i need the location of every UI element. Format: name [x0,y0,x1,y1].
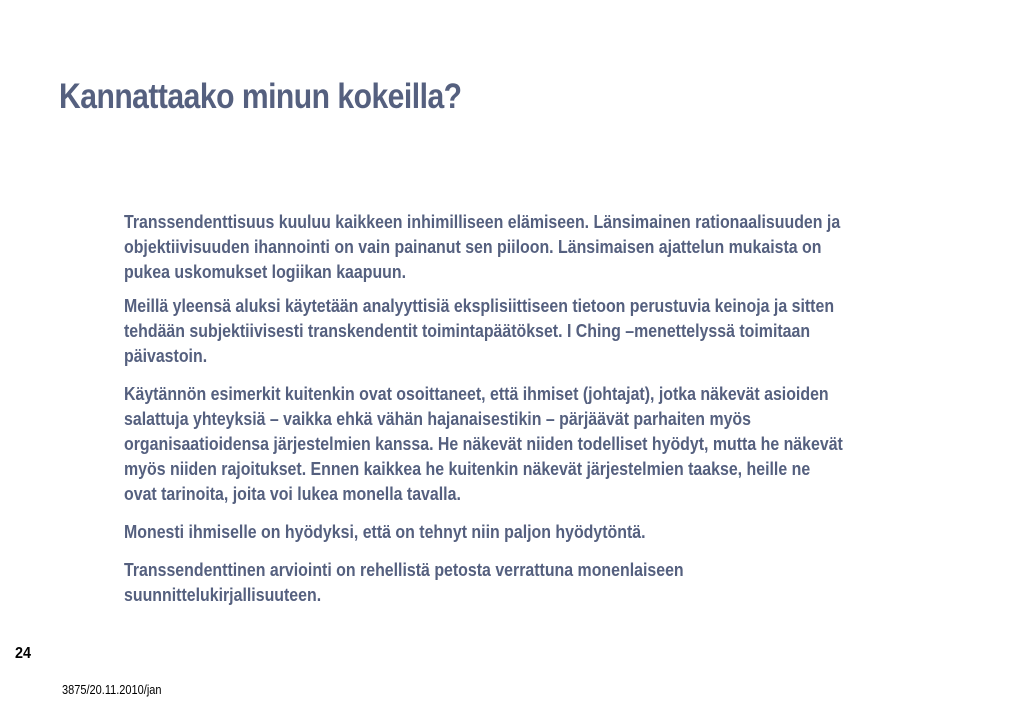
paragraph-analytic-methods [124,293,950,368]
text-line: myös niiden rajoitukset. Ennen kaikkea he kuitenkin näkevät järjestelmien taakse, heille ne [124,458,811,479]
text-line: objektiivisuuden ihannointi on vain painanut sen piiloon. Länsimaisen ajattelun mukaista on [124,236,822,257]
page-number: 24 [15,645,32,662]
footer-reference: 3875/20.11.2010/jan [62,683,162,697]
text-line: salattuja yhteyksiä – vaikka ehkä vähän hajanaisestikin – pärjäävät parhaiten myös [124,408,752,429]
paragraph-practical-examples [124,381,950,506]
text-line: suunnittelukirjallisuuteen. [124,584,322,605]
paragraph-evaluation [124,557,950,607]
text-line: pukea uskomukset logiikan kaapuun. [124,261,407,282]
paragraph-transcendence [124,209,950,284]
text-line: Transsendenttisuus kuuluu kaikkeen inhimilliseen elämiseen. Länsimainen rationaalisuuden ja [124,211,841,232]
paragraph-useless-things [124,519,950,544]
text-line: Transsendenttinen arviointi on rehellistä petosta verrattuna monenlaiseen [124,559,684,580]
text-line: ovat tarinoita, joita voi lukea monella tavalla. [124,483,461,504]
slide-body [124,209,950,607]
slide-title: Kannattaako minun kokeilla? [59,77,462,116]
text-line: Meillä yleensä aluksi käytetään analyyttisiä eksplisiittiseen tietoon perustuvia keinoja ja sitten [124,295,835,316]
text-line: päivastoin. [124,345,208,366]
text-line: tehdään subjektiivisesti transkendentit toimintapäätökset. I Ching –menettelyssä toimitaan [124,320,811,341]
text-line: Monesti ihmiselle on hyödyksi, että on tehnyt niin paljon hyödytöntä. [124,521,646,542]
text-line: organisaatioidensa järjestelmien kanssa. He näkevät niiden todelliset hyödyt, mutta he näkevät [124,433,843,454]
text-line: Käytännön esimerkit kuitenkin ovat osoittaneet, että ihmiset (johtajat), jotka näkevät asioiden [124,383,829,404]
